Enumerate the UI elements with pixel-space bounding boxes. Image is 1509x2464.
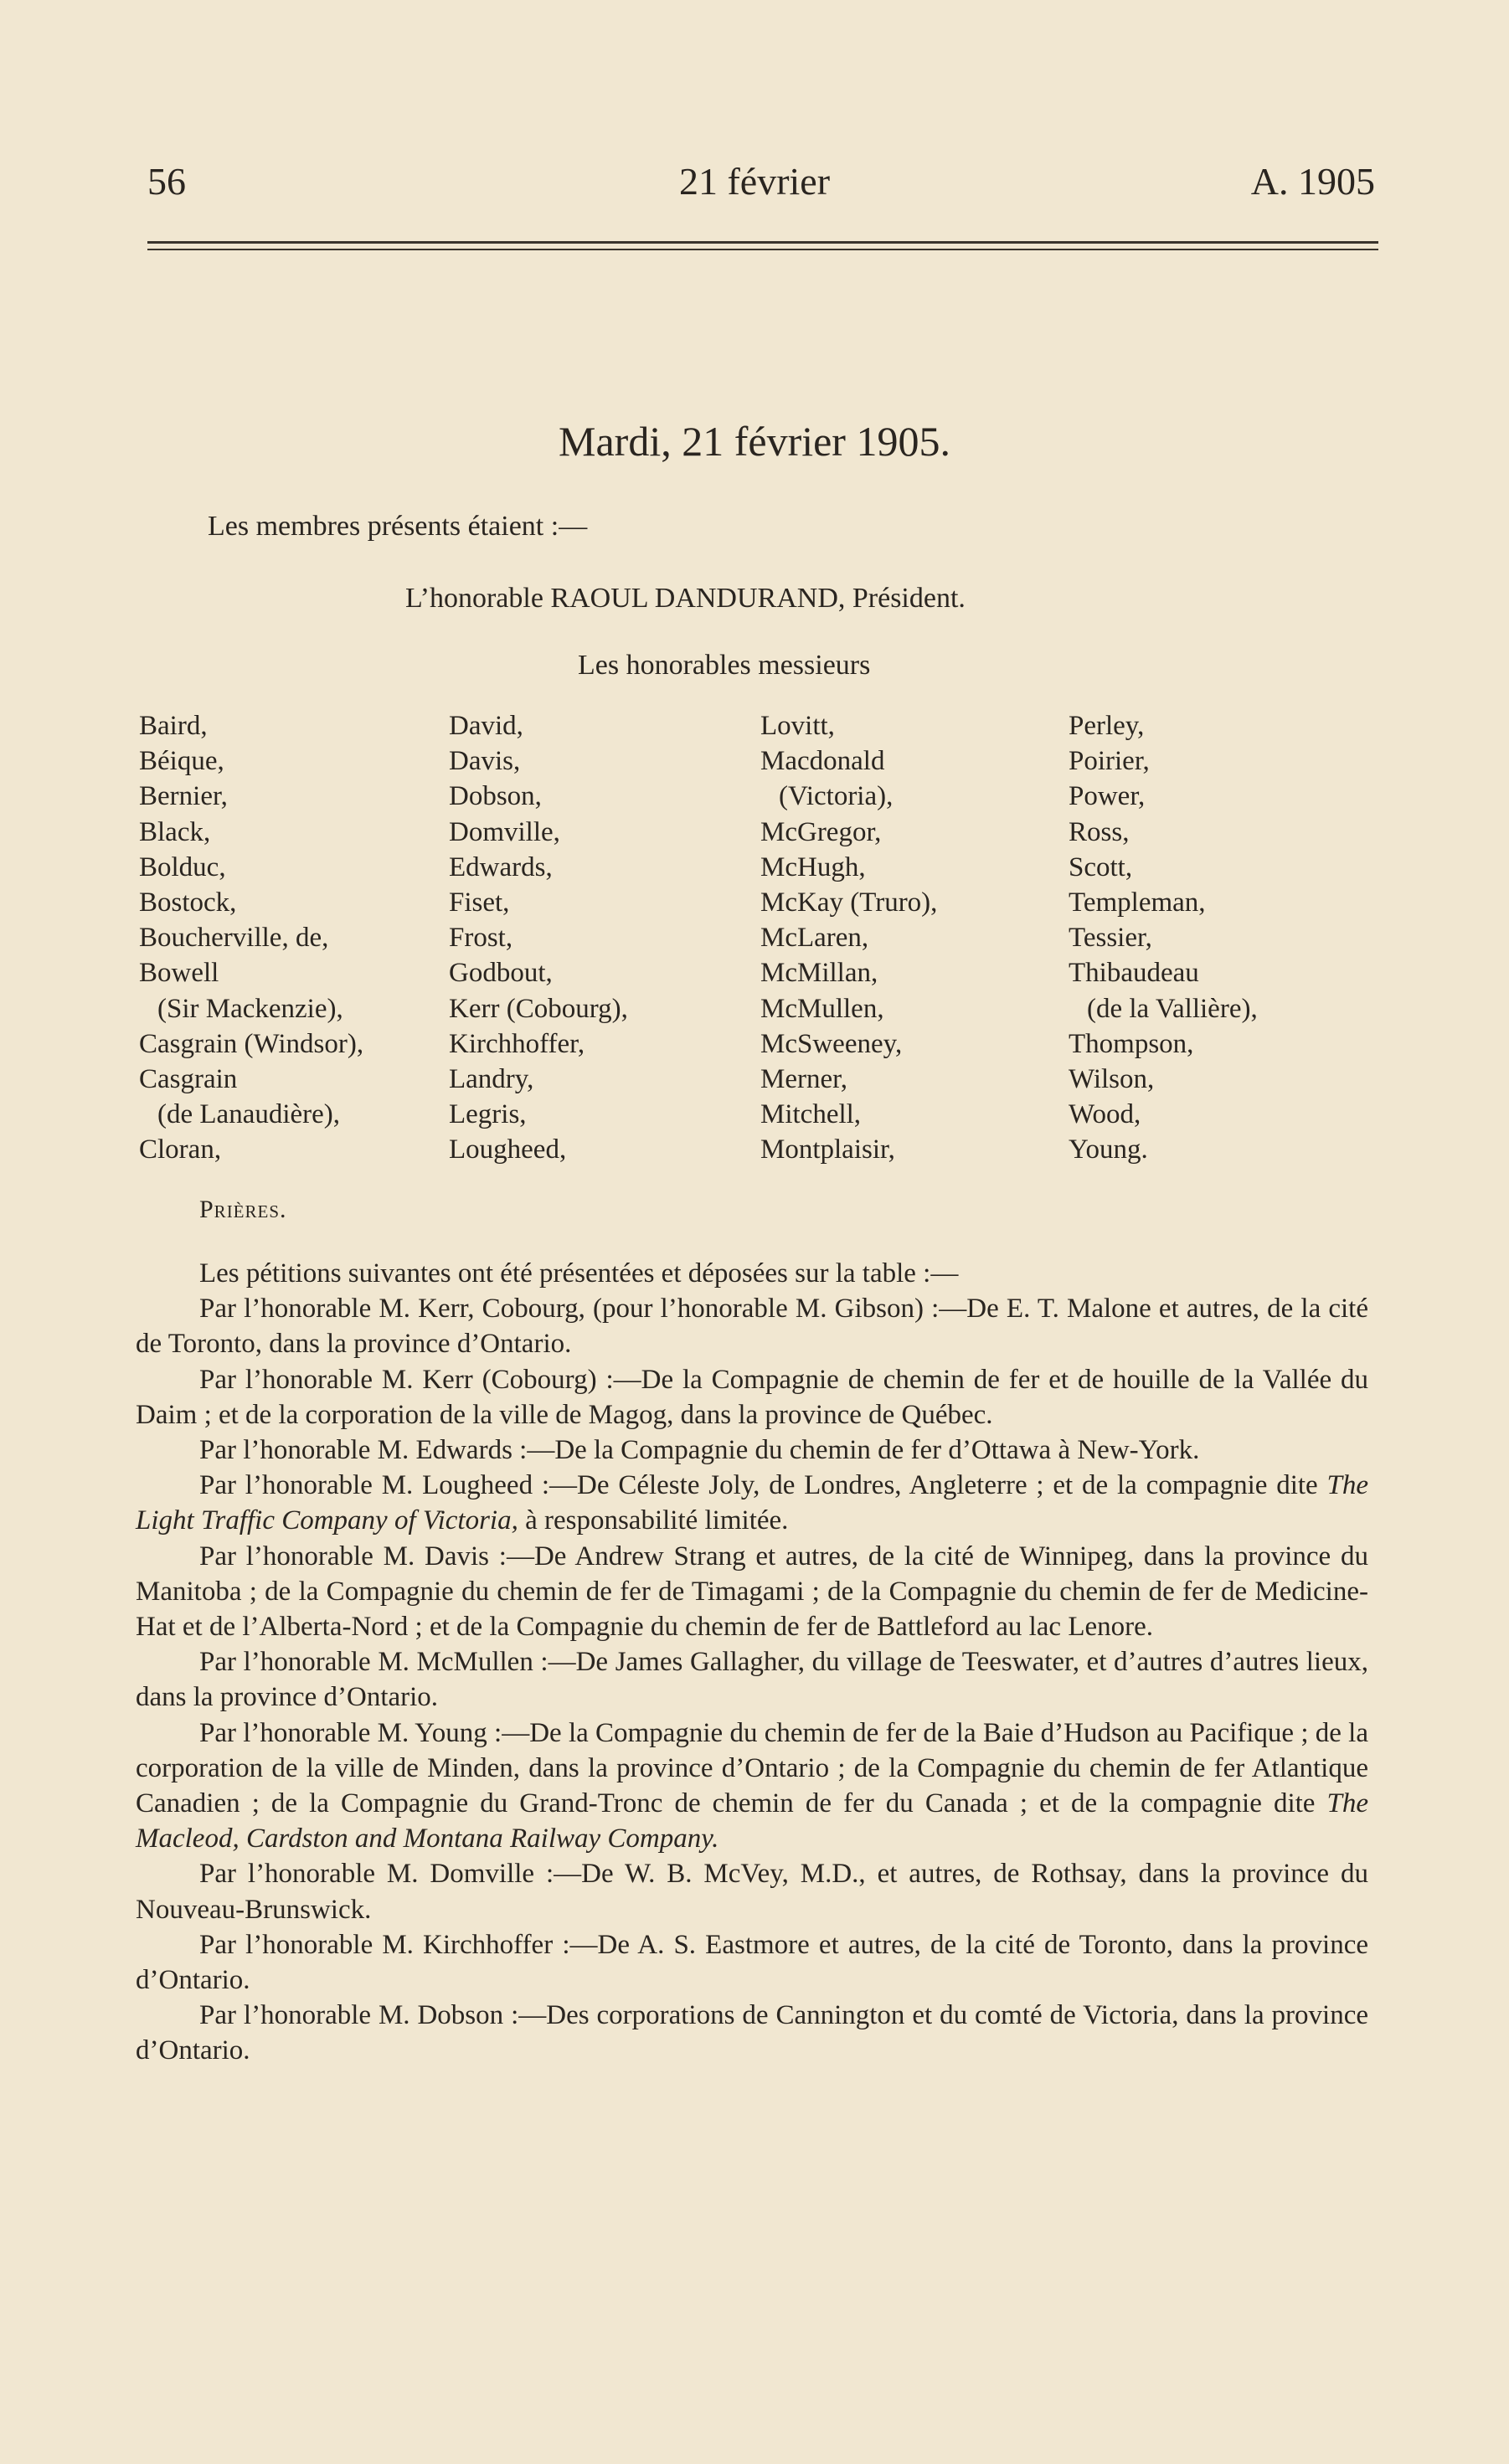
petition-paragraph: [136, 1468, 1368, 1538]
petitions-intro: Les pétitions suivantes ont été présentées et déposées sur la table :—: [199, 1258, 959, 1289]
member-name: Legris,: [449, 1099, 527, 1130]
member-name: Kerr (Cobourg),: [449, 993, 628, 1024]
member-name: Thibaudeau: [1069, 958, 1199, 989]
members-column-2: [449, 708, 628, 1168]
member-name: McHugh,: [760, 851, 866, 882]
petition-paragraph: Par l’honorable M. Dobson :—Des corporations de Cannington et du comté de Victoria, dans la province d’Ontario.: [136, 2000, 1368, 2066]
member-name-continued: (Victoria),: [779, 781, 894, 812]
member-name: Templeman,: [1069, 887, 1206, 918]
member-name: Poirier,: [1069, 746, 1150, 777]
members-column-4: [1069, 708, 1258, 1168]
member-name: McLaren,: [760, 923, 869, 954]
members-column-1: [139, 708, 363, 1168]
member-name: Macdonald: [760, 746, 885, 777]
member-name: Lougheed,: [449, 1134, 567, 1165]
company-name-italic: The Light Traffic Company of Victoria,: [136, 1470, 1369, 1536]
member-name: Godbout,: [449, 958, 553, 989]
member-name: Wood,: [1069, 1099, 1141, 1130]
member-name-continued: (de la Vallière),: [1087, 993, 1258, 1024]
member-name: Casgrain: [139, 1064, 238, 1095]
member-name: Bernier,: [139, 781, 228, 812]
petition-text: Par l’honorable M. Lougheed :—De Céleste Joly, de Londres, Angleterre ; et de la compagnie dite: [199, 1470, 1318, 1501]
member-name: Dobson,: [449, 781, 542, 812]
members-list: [139, 708, 1378, 1177]
member-name: McMullen,: [760, 993, 884, 1024]
member-name: Béique,: [139, 746, 224, 777]
member-name: Wilson,: [1069, 1064, 1155, 1095]
petition-paragraph: Par l’honorable M. Kerr (Cobourg) :—De la Compagnie de chemin de fer et de houille de la Vallée du Daim ; et de la corporation de la ville de Magog, dans la province de Québec.: [136, 1364, 1368, 1430]
petition-paragraph: Par l’honorable M. McMullen :—De James Gallagher, du village de Teeswater, et d’autres d’autres lieux, dans la province d’Ontario.: [136, 1647, 1368, 1713]
member-name-continued: (Sir Mackenzie),: [157, 993, 343, 1024]
page-number: 56: [147, 160, 186, 203]
header-rule-bottom: [147, 249, 1378, 250]
member-name: Bolduc,: [139, 851, 226, 882]
petition-paragraph: Par l’honorable M. Domville :—De W. B. McVey, M.D., et autres, de Rothsay, dans la province du Nouveau-Brunswick.: [136, 1859, 1368, 1925]
petition-text: à responsabilité limitée.: [525, 1505, 789, 1536]
members-intro: Les membres présents étaient :—: [208, 511, 588, 542]
member-name: Young.: [1069, 1134, 1148, 1165]
petition-text: Par l’honorable M. Young :—De la Compagnie du chemin de fer de la Baie d’Hudson au Pacifique ; de la corporation de la ville de Minden, dans la province d’Ontario ; de la Compagnie du chemin de fer Atlantique Canadien ; de la Compagnie du Grand-Tronc de chemin de fer du Canada ; et de la compagnie dite: [136, 1717, 1368, 1819]
member-name-continued: (de Lanaudière),: [157, 1099, 341, 1130]
petition-paragraph: Par l’honorable M. Kerr, Cobourg, (pour l’honorable M. Gibson) :—De E. T. Malone et autres, de la cité de Toronto, dans la province d’Ontario.: [136, 1294, 1368, 1360]
member-name: McSweeney,: [760, 1028, 903, 1059]
member-name: McKay (Truro),: [760, 887, 938, 918]
member-name: Kirchhoffer,: [449, 1028, 585, 1059]
member-name: Mitchell,: [760, 1099, 862, 1130]
president-line: L’honorable RAOUL DANDURAND, Président.: [405, 583, 966, 614]
member-name: Tessier,: [1069, 923, 1152, 954]
member-name: Ross,: [1069, 816, 1130, 847]
member-name: Perley,: [1069, 711, 1145, 741]
member-name: McMillan,: [760, 958, 878, 989]
member-name: Edwards,: [449, 851, 553, 882]
member-name: Montplaisir,: [760, 1134, 895, 1165]
running-date: 21 février: [678, 160, 831, 203]
header-rule-top: [147, 241, 1378, 244]
running-year: A. 1905: [1250, 160, 1375, 203]
session-title: Mardi, 21 février 1905.: [559, 418, 950, 465]
member-name: Cloran,: [139, 1134, 222, 1165]
member-name: Merner,: [760, 1064, 848, 1095]
members-column-3: [760, 708, 937, 1168]
member-name: Fiset,: [449, 887, 510, 918]
petitions-section: [136, 1256, 1368, 2069]
member-name: Landry,: [449, 1064, 534, 1095]
page-header: [0, 159, 1509, 209]
member-name: Scott,: [1069, 851, 1133, 882]
prayers-heading: Prières.: [199, 1196, 287, 1223]
member-name: David,: [449, 711, 523, 741]
member-name: Boucherville, de,: [139, 923, 329, 954]
member-name: McGregor,: [760, 816, 882, 847]
member-name: Bowell: [139, 958, 219, 989]
member-name: Power,: [1069, 781, 1146, 812]
member-name: Baird,: [139, 711, 208, 741]
company-name-italic: The Macleod, Cardston and Montana Railway Company.: [136, 1788, 1368, 1854]
member-name: Lovitt,: [760, 711, 835, 741]
honorables-heading: Les honorables messieurs: [578, 650, 871, 681]
member-name: Casgrain (Windsor),: [139, 1028, 364, 1059]
member-name: Black,: [139, 816, 211, 847]
petition-paragraph: Par l’honorable M. Edwards :—De la Compagnie du chemin de fer d’Ottawa à New-York.: [199, 1435, 1200, 1466]
member-name: Frost,: [449, 923, 513, 954]
petition-paragraph: [136, 1716, 1368, 1857]
petition-paragraph: Par l’honorable M. Kirchhoffer :—De A. S. Eastmore et autres, de la cité de Toronto, dans la province d’Ontario.: [136, 1929, 1368, 1996]
member-name: Domville,: [449, 816, 560, 847]
member-name: Bostock,: [139, 887, 237, 918]
petition-paragraph: Par l’honorable M. Davis :—De Andrew Strang et autres, de la cité de Winnipeg, dans la province du Manitoba ; de la Compagnie du chemin de fer de Timagami ; de la Compagnie du chemin de fer de Medicine-Hat et de l’Alberta-Nord ; et de la Compagnie du chemin de fer de Battleford au lac Lenore.: [136, 1541, 1368, 1643]
member-name: Davis,: [449, 746, 521, 777]
member-name: Thompson,: [1069, 1028, 1194, 1059]
